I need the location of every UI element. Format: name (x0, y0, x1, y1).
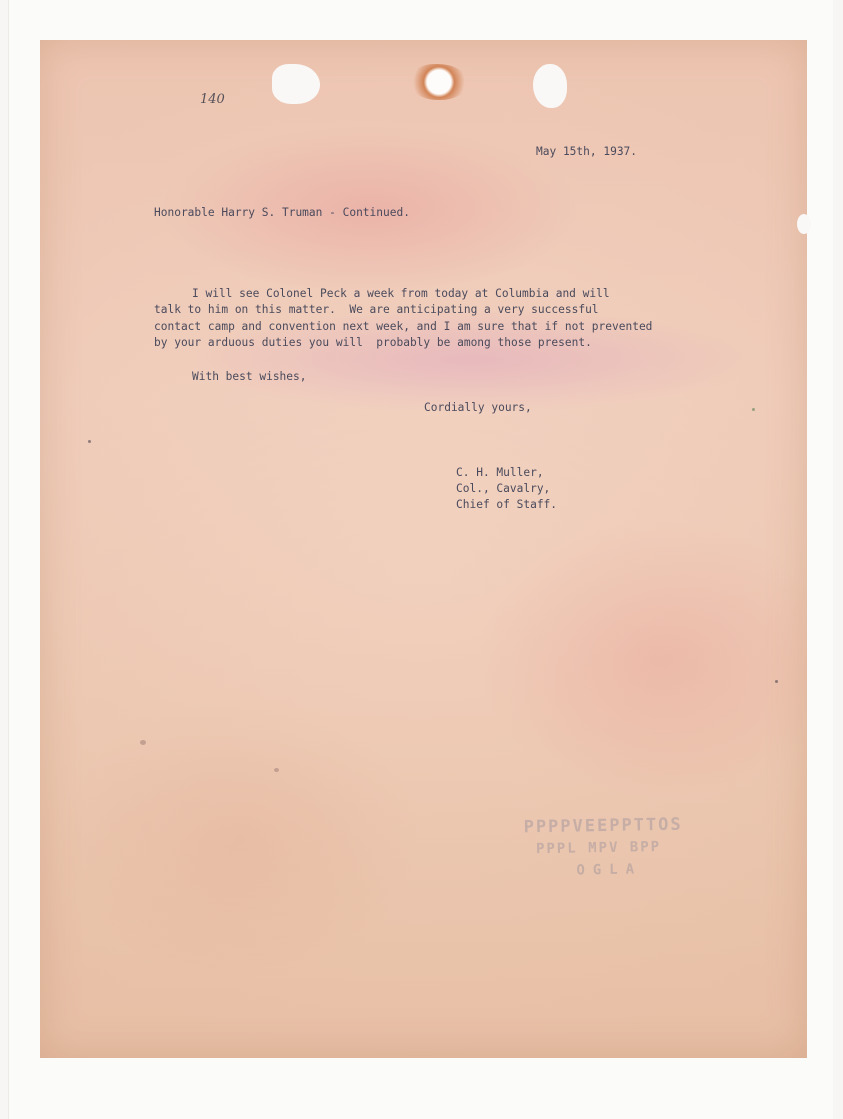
faded-bleed-through-stamp: PPPPVEEPPTTOS PPPL MPV BPP OGLA (523, 814, 683, 879)
body-line: contact camp and convention next week, and I am sure that if not prevented (154, 320, 653, 333)
letter-date: May 15th, 1937. (536, 145, 638, 158)
ink-speck (140, 740, 146, 745)
signature-title: Chief of Staff. (456, 498, 558, 511)
letter-salutation: Honorable Harry S. Truman - Continued. (154, 206, 410, 219)
ink-speck (752, 408, 755, 411)
body-line: talk to him on this matter. We are anticipating a very successful (154, 303, 599, 316)
body-line: I will see Colonel Peck a week from today at Columbia and will (192, 287, 610, 300)
letter-closing: Cordially yours, (424, 401, 532, 414)
ink-speck (274, 768, 279, 772)
pencil-page-number: 140 (200, 92, 225, 107)
ink-speck (88, 440, 91, 443)
body-line: by your arduous duties you will probably be among those present. (154, 336, 592, 349)
signature-name: C. H. Muller, (456, 466, 544, 479)
letter-page (40, 40, 807, 1058)
rust-stain (410, 64, 468, 100)
signature-rank: Col., Cavalry, (456, 482, 551, 495)
paper-damage (533, 64, 567, 108)
paper-damage (797, 214, 811, 234)
ink-speck (775, 680, 778, 683)
paper-damage (272, 64, 320, 104)
letter-wishes: With best wishes, (192, 370, 307, 383)
